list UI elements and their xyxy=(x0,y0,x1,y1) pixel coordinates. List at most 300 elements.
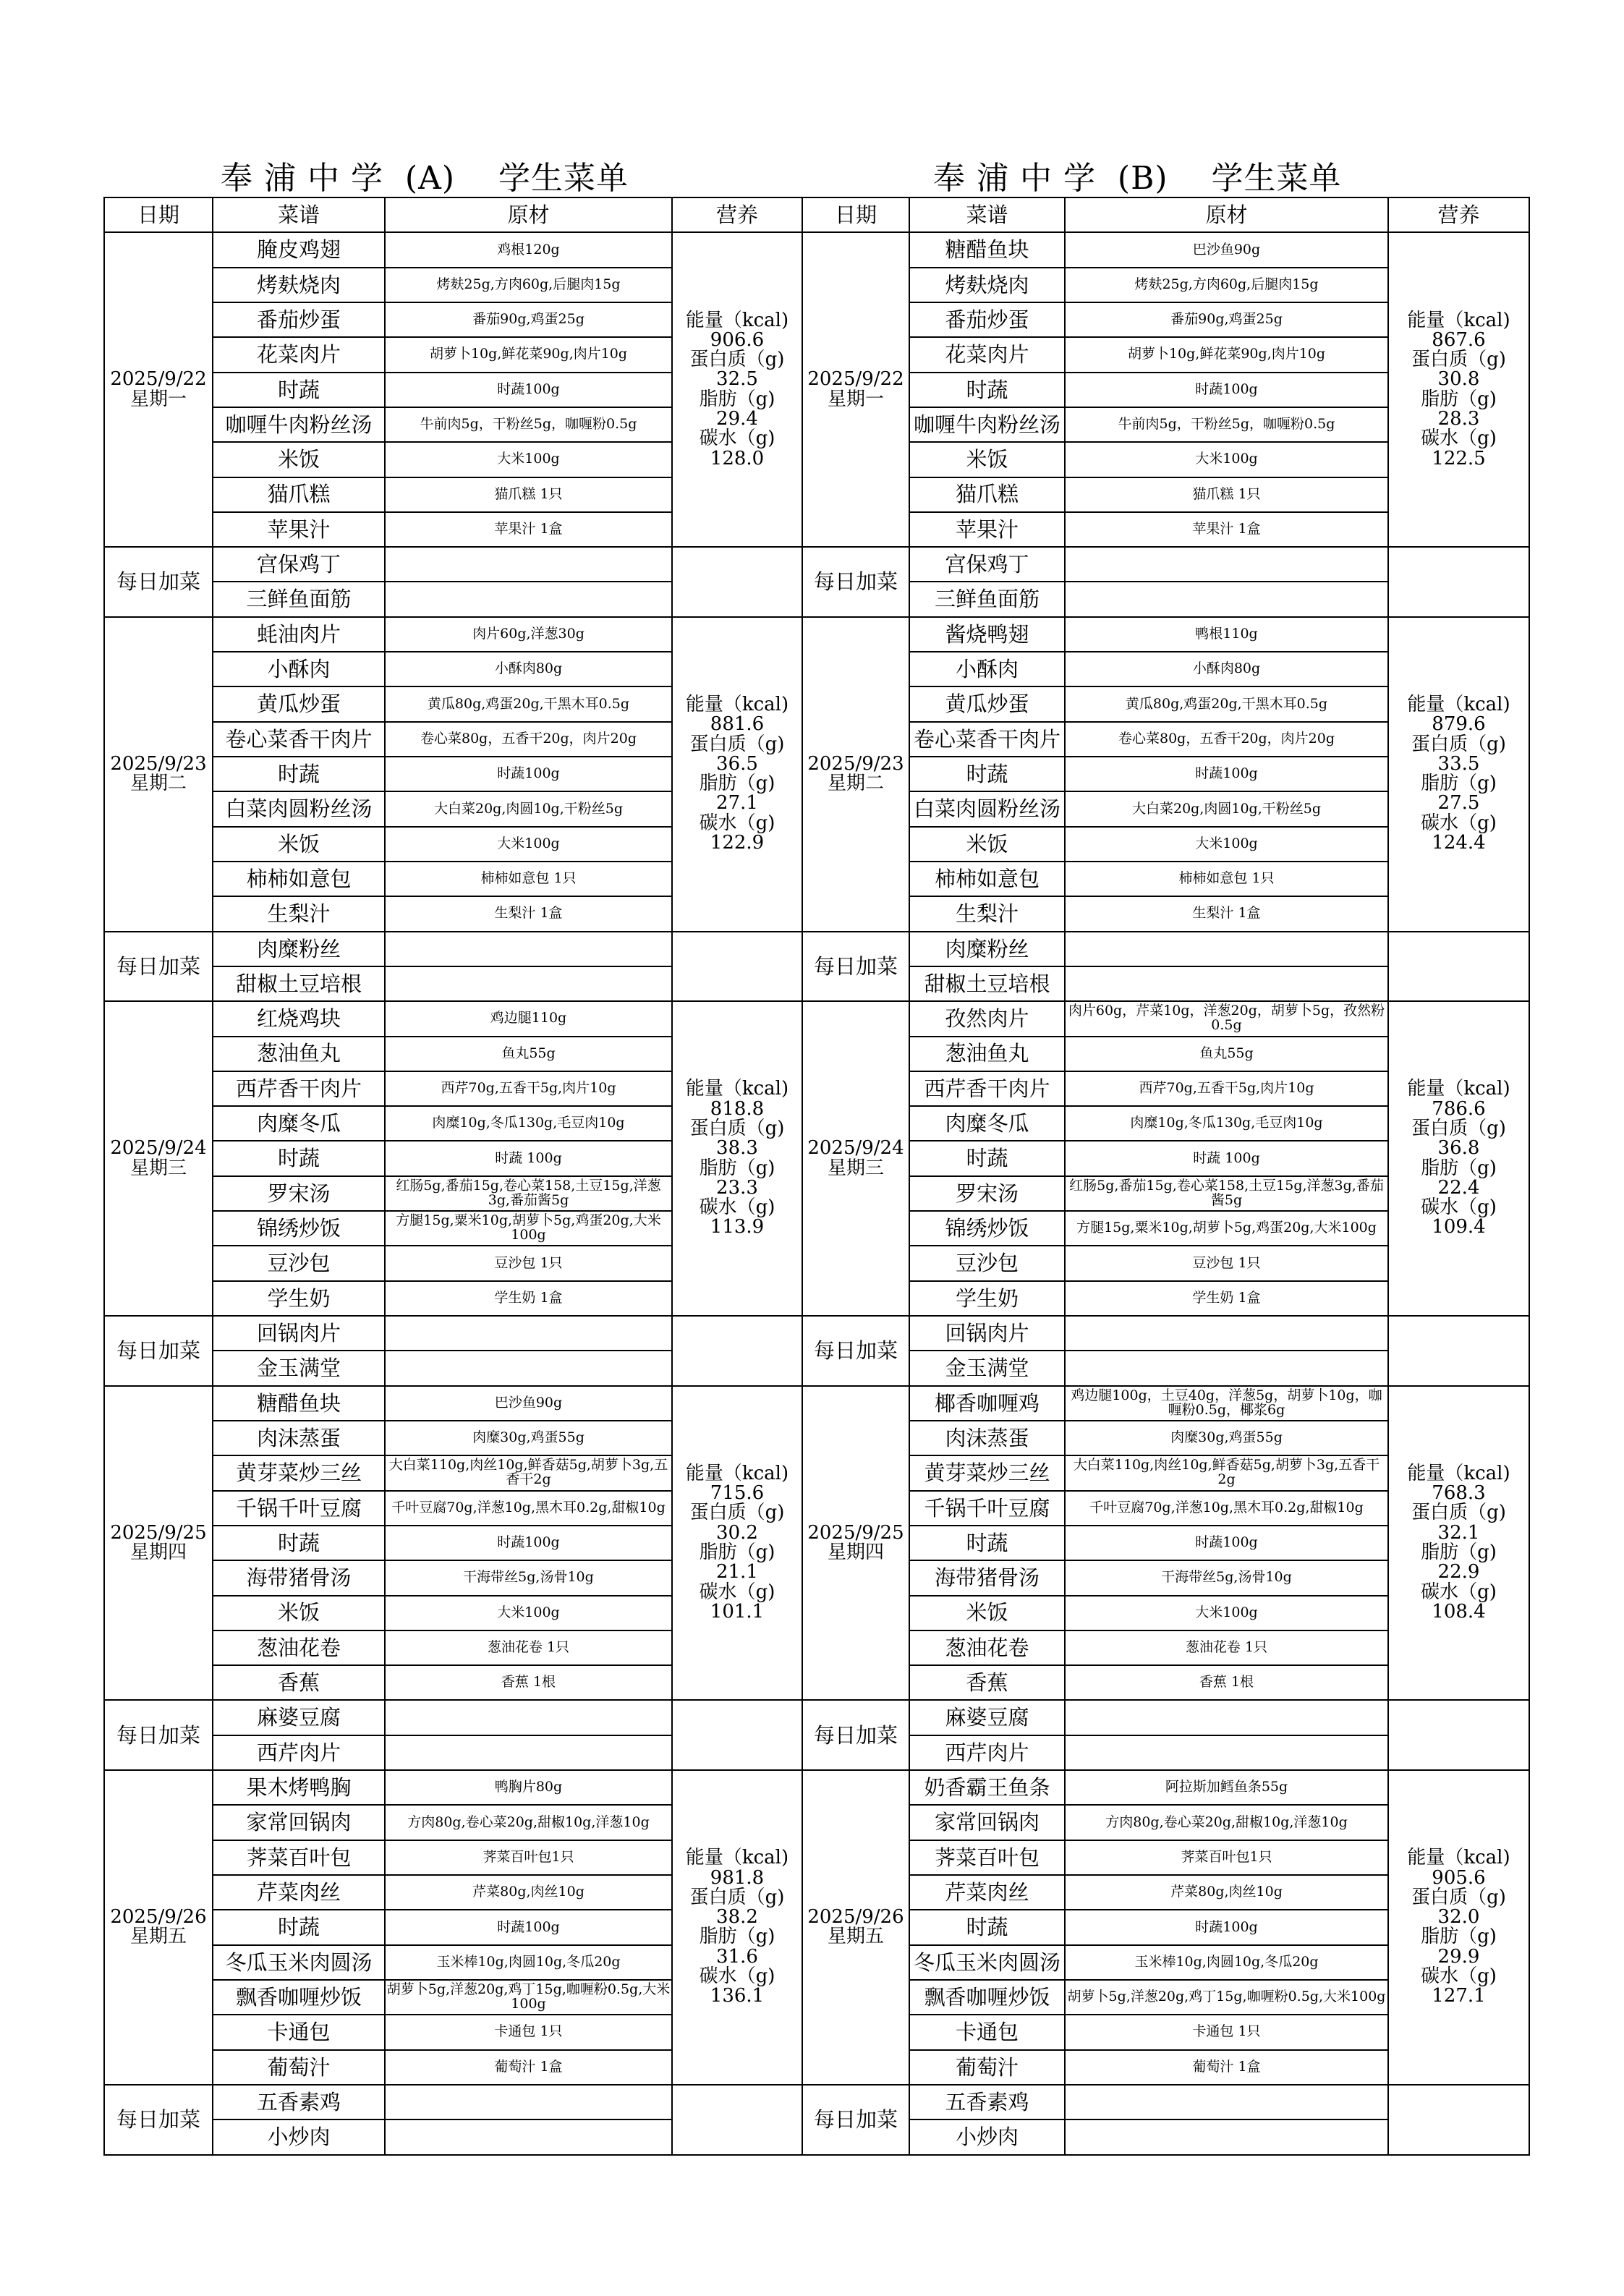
dish-ingredients: 时蔬100g xyxy=(385,373,672,407)
extra-ingredients-empty xyxy=(1065,1351,1388,1385)
extra-ingredients-empty xyxy=(385,1735,672,1770)
extra-nutrition-empty xyxy=(672,2085,802,2155)
extra-dish-name: 甜椒土豆培根 xyxy=(909,966,1065,1001)
dish-ingredients: 鸭胸片80g xyxy=(385,1770,672,1805)
nutrition-label: 碳水（g) xyxy=(699,428,775,450)
nutrition-label: 碳水（g) xyxy=(699,1196,775,1219)
nutrition-value: 23.3 xyxy=(716,1176,758,1199)
extra-nutrition-empty xyxy=(1388,932,1529,1002)
extra-nutrition-empty xyxy=(672,1700,802,1770)
dish-row xyxy=(104,1770,1529,1805)
dish-ingredients: 生梨汁 1盒 xyxy=(385,896,672,931)
dish-row xyxy=(104,617,1529,652)
nutrition-value: 101.1 xyxy=(710,1600,765,1623)
nutrition-cell-b xyxy=(1388,1770,1529,2085)
dish-ingredients: 柿柿如意包 1只 xyxy=(385,862,672,896)
dish-ingredients: 鸡根120g xyxy=(385,232,672,267)
dish-name: 时蔬 xyxy=(213,757,385,791)
date-text: 2025/9/26 xyxy=(807,1906,904,1929)
nutrition-label: 脂肪（g) xyxy=(699,1157,775,1179)
extra-dish-name: 金玉满堂 xyxy=(909,1351,1065,1385)
dish-ingredients: 时蔬100g xyxy=(385,1910,672,1944)
menu-title-a: 奉 浦 中 学 (A) 学生菜单 xyxy=(221,160,629,197)
date-cell-a xyxy=(104,1001,213,1316)
extra-nutrition-empty xyxy=(672,932,802,1002)
date-text: 2025/9/24 xyxy=(807,1137,904,1160)
dish-name: 时蔬 xyxy=(213,1141,385,1175)
date-text: 2025/9/24 xyxy=(110,1137,207,1160)
dish-ingredients: 鱼丸55g xyxy=(1065,1037,1388,1071)
extra-ingredients-empty xyxy=(1065,932,1388,966)
extra-ingredients-empty xyxy=(1065,547,1388,582)
nutrition-label: 能量（kcal) xyxy=(1407,1462,1510,1484)
header-dish-a: 菜谱 xyxy=(213,197,385,232)
dish-name: 番茄炒蛋 xyxy=(909,302,1065,337)
dish-ingredients: 胡萝卜10g,鲜花菜90g,肉片10g xyxy=(1065,337,1388,372)
nutrition-label: 蛋白质（g) xyxy=(689,1118,785,1139)
extra-ingredients-empty xyxy=(385,547,672,582)
dish-name: 黄芽菜炒三丝 xyxy=(909,1455,1065,1490)
dish-name: 飘香咖喱炒饭 xyxy=(909,1980,1065,2015)
extra-row xyxy=(104,2085,1529,2119)
dish-name: 时蔬 xyxy=(909,1141,1065,1175)
nutrition-label: 能量（kcal) xyxy=(1407,1078,1510,1100)
header-dish-b: 菜谱 xyxy=(909,197,1065,232)
dish-name: 芹菜肉丝 xyxy=(213,1875,385,1910)
extra-label-a: 每日加菜 xyxy=(104,547,213,617)
extra-dish-name: 五香素鸡 xyxy=(213,2085,385,2119)
extra-label-b: 每日加菜 xyxy=(802,1700,909,1770)
dish-ingredients: 肉糜30g,鸡蛋55g xyxy=(1065,1421,1388,1455)
nutrition-value: 32.0 xyxy=(1437,1906,1480,1929)
date-cell-a xyxy=(104,617,213,932)
nutrition-label: 蛋白质（g) xyxy=(689,1886,785,1908)
dish-name: 锦绣炒饭 xyxy=(213,1211,385,1246)
weekday-text: 星期二 xyxy=(827,773,884,795)
nutrition-value: 22.4 xyxy=(1437,1176,1480,1199)
dish-ingredients: 猫爪糕 1只 xyxy=(1065,477,1388,512)
dish-ingredients: 方腿15g,粟米10g,胡萝卜5g,鸡蛋20g,大米100g xyxy=(385,1211,672,1246)
dish-name: 海带猪骨汤 xyxy=(213,1560,385,1595)
nutrition-label: 蛋白质（g) xyxy=(1411,1118,1506,1139)
dish-ingredients: 时蔬100g xyxy=(1065,1526,1388,1560)
nutrition-value: 715.6 xyxy=(710,1482,765,1505)
extra-dish-name: 西芹肉片 xyxy=(909,1735,1065,1770)
dish-ingredients: 大白菜20g,肉圆10g,干粉丝5g xyxy=(385,791,672,826)
dish-ingredients: 胡萝卜5g,洋葱20g,鸡丁15g,咖喱粉0.5g,大米100g xyxy=(385,1980,672,2015)
dish-ingredients: 方肉80g,卷心菜20g,甜椒10g,洋葱10g xyxy=(1065,1805,1388,1840)
dish-ingredients: 苹果汁 1盒 xyxy=(385,512,672,547)
nutrition-value: 21.1 xyxy=(716,1561,758,1583)
extra-ingredients-empty xyxy=(1065,1316,1388,1351)
extra-label-a: 每日加菜 xyxy=(104,932,213,1002)
dish-ingredients: 千叶豆腐70g,洋葱10g,黑木耳0.2g,甜椒10g xyxy=(1065,1491,1388,1526)
dish-name: 小酥肉 xyxy=(213,652,385,686)
date-cell-b xyxy=(802,1386,909,1701)
header-date-a: 日期 xyxy=(104,197,213,232)
dish-name: 豆沙包 xyxy=(909,1246,1065,1280)
dish-name: 卡通包 xyxy=(213,2015,385,2049)
dish-name: 米饭 xyxy=(909,442,1065,477)
dish-ingredients: 黄瓜80g,鸡蛋20g,干黑木耳0.5g xyxy=(1065,686,1388,721)
nutrition-label: 脂肪（g) xyxy=(1421,1926,1497,1948)
nutrition-label: 蛋白质（g) xyxy=(689,349,785,371)
extra-ingredients-empty xyxy=(385,1700,672,1735)
nutrition-label: 脂肪（g) xyxy=(699,1542,775,1564)
extra-ingredients-empty xyxy=(1065,1735,1388,1770)
dish-name: 黄瓜炒蛋 xyxy=(213,686,385,721)
extra-nutrition-empty xyxy=(672,547,802,617)
extra-dish-name: 金玉满堂 xyxy=(213,1351,385,1385)
nutrition-label: 能量（kcal) xyxy=(685,693,789,715)
dish-ingredients: 肉糜30g,鸡蛋55g xyxy=(385,1421,672,1455)
dish-ingredients: 葱油花卷 1只 xyxy=(385,1630,672,1665)
extra-ingredients-empty xyxy=(1065,966,1388,1001)
dish-ingredients: 大米100g xyxy=(1065,1596,1388,1630)
dish-ingredients: 烤麸25g,方肉60g,后腿肉15g xyxy=(385,268,672,302)
nutrition-cell-a xyxy=(672,232,802,547)
nutrition-value: 122.5 xyxy=(1432,447,1486,469)
header-nutrition-b: 营养 xyxy=(1388,197,1529,232)
dish-name: 生梨汁 xyxy=(909,896,1065,931)
dish-name: 米饭 xyxy=(909,827,1065,862)
dish-name: 冬瓜玉米肉圆汤 xyxy=(909,1945,1065,1980)
extra-ingredients-empty xyxy=(385,2119,672,2155)
nutrition-value: 768.3 xyxy=(1432,1482,1486,1505)
date-cell-a xyxy=(104,232,213,547)
header-row xyxy=(104,197,1529,232)
weekday-text: 星期三 xyxy=(827,1157,884,1179)
dish-name: 柿柿如意包 xyxy=(213,862,385,896)
nutrition-value: 113.9 xyxy=(710,1216,765,1238)
nutrition-value: 108.4 xyxy=(1432,1600,1486,1623)
dish-name: 米饭 xyxy=(213,442,385,477)
dish-name: 苹果汁 xyxy=(213,512,385,547)
dish-ingredients: 荠菜百叶包1只 xyxy=(1065,1840,1388,1875)
dish-ingredients: 葡萄汁 1盒 xyxy=(1065,2050,1388,2085)
dish-ingredients: 番茄90g,鸡蛋25g xyxy=(1065,302,1388,337)
dish-name: 米饭 xyxy=(213,827,385,862)
date-cell-b xyxy=(802,617,909,932)
weekday-text: 星期四 xyxy=(129,1542,187,1564)
dish-name: 肉糜冬瓜 xyxy=(213,1106,385,1141)
extra-dish-name: 麻婆豆腐 xyxy=(909,1700,1065,1735)
dish-name: 小酥肉 xyxy=(909,652,1065,686)
dish-ingredients: 生梨汁 1盒 xyxy=(1065,896,1388,931)
dish-ingredients: 柿柿如意包 1只 xyxy=(1065,862,1388,896)
nutrition-value: 867.6 xyxy=(1432,328,1486,351)
dish-ingredients: 大米100g xyxy=(385,827,672,862)
dish-name: 卡通包 xyxy=(909,2015,1065,2049)
nutrition-value: 981.8 xyxy=(710,1866,765,1889)
nutrition-value: 879.6 xyxy=(1432,713,1486,736)
dish-name: 花菜肉片 xyxy=(909,337,1065,372)
dish-name: 冬瓜玉米肉圆汤 xyxy=(213,1945,385,1980)
dish-name: 时蔬 xyxy=(909,757,1065,791)
dish-name: 咖喱牛肉粉丝汤 xyxy=(213,407,385,442)
dish-ingredients: 时蔬 100g xyxy=(1065,1141,1388,1175)
date-cell-a xyxy=(104,1386,213,1701)
nutrition-label: 碳水（g) xyxy=(1421,812,1497,834)
nutrition-cell-b xyxy=(1388,617,1529,932)
dish-name: 奶香霸王鱼条 xyxy=(909,1770,1065,1805)
dish-name: 米饭 xyxy=(909,1596,1065,1630)
extra-dish-name: 肉糜粉丝 xyxy=(909,932,1065,966)
extra-row xyxy=(104,547,1529,582)
dish-name: 咖喱牛肉粉丝汤 xyxy=(909,407,1065,442)
dish-name: 苹果汁 xyxy=(909,512,1065,547)
extra-nutrition-empty xyxy=(1388,1316,1529,1386)
extra-ingredients-empty xyxy=(1065,582,1388,616)
dish-name: 芹菜肉丝 xyxy=(909,1875,1065,1910)
dish-ingredients: 时蔬100g xyxy=(1065,373,1388,407)
nutrition-cell-a xyxy=(672,1770,802,2085)
nutrition-label: 脂肪（g) xyxy=(699,388,775,410)
nutrition-label: 碳水（g) xyxy=(1421,428,1497,450)
dish-name: 西芹香干肉片 xyxy=(909,1071,1065,1106)
dish-ingredients: 牛前肉5g，干粉丝5g，咖喱粉0.5g xyxy=(385,407,672,442)
dish-name: 肉沫蒸蛋 xyxy=(909,1421,1065,1455)
nutrition-label: 脂肪（g) xyxy=(1421,1157,1497,1179)
extra-ingredients-empty xyxy=(385,966,672,1001)
extra-ingredients-empty xyxy=(1065,2119,1388,2155)
extra-dish-name: 小炒肉 xyxy=(909,2119,1065,2155)
menu-title-b: 奉 浦 中 学 (B) 学生菜单 xyxy=(933,160,1342,197)
nutrition-value: 127.1 xyxy=(1432,1985,1486,2007)
nutrition-value: 27.5 xyxy=(1437,792,1480,815)
nutrition-label: 碳水（g) xyxy=(1421,1196,1497,1219)
extra-dish-name: 西芹肉片 xyxy=(213,1735,385,1770)
nutrition-value: 136.1 xyxy=(710,1985,765,2007)
dish-ingredients: 胡萝卜5g,洋葱20g,鸡丁15g,咖喱粉0.5g,大米100g xyxy=(1065,1980,1388,2015)
nutrition-label: 蛋白质（g) xyxy=(1411,1886,1506,1908)
dish-name: 荠菜百叶包 xyxy=(213,1840,385,1875)
extra-dish-name: 麻婆豆腐 xyxy=(213,1700,385,1735)
date-text: 2025/9/22 xyxy=(110,368,207,391)
dish-ingredients: 时蔬 100g xyxy=(385,1141,672,1175)
nutrition-value: 36.8 xyxy=(1437,1137,1480,1160)
dish-name: 卷心菜香干肉片 xyxy=(213,722,385,757)
extra-ingredients-empty xyxy=(385,1316,672,1351)
extra-dish-name: 肉糜粉丝 xyxy=(213,932,385,966)
date-text: 2025/9/23 xyxy=(110,752,207,775)
dish-name: 果木烤鸭胸 xyxy=(213,1770,385,1805)
dish-ingredients: 小酥肉80g xyxy=(385,652,672,686)
extra-nutrition-empty xyxy=(1388,1700,1529,1770)
dish-name: 葱油鱼丸 xyxy=(909,1037,1065,1071)
menu-table xyxy=(103,197,1530,2156)
dish-name: 罗宋汤 xyxy=(213,1176,385,1211)
header-ingredients-b: 原材 xyxy=(1065,197,1388,232)
date-text: 2025/9/25 xyxy=(807,1521,904,1544)
weekday-text: 星期五 xyxy=(827,1926,884,1948)
nutrition-value: 905.6 xyxy=(1432,1866,1486,1889)
dish-ingredients: 千叶豆腐70g,洋葱10g,黑木耳0.2g,甜椒10g xyxy=(385,1491,672,1526)
date-cell-b xyxy=(802,1001,909,1316)
dish-ingredients: 猫爪糕 1只 xyxy=(385,477,672,512)
nutrition-cell-a xyxy=(672,617,802,932)
extra-label-a: 每日加菜 xyxy=(104,2085,213,2155)
dish-name: 肉沫蒸蛋 xyxy=(213,1421,385,1455)
extra-nutrition-empty xyxy=(672,1316,802,1386)
dish-ingredients: 豆沙包 1只 xyxy=(1065,1246,1388,1280)
dish-name: 学生奶 xyxy=(909,1281,1065,1316)
dish-ingredients: 方肉80g,卷心菜20g,甜椒10g,洋葱10g xyxy=(385,1805,672,1840)
nutrition-value: 128.0 xyxy=(710,447,765,469)
dish-ingredients: 大白菜110g,肉丝10g,鲜香菇5g,胡萝卜3g,五香干2g xyxy=(385,1455,672,1490)
dish-ingredients: 大白菜20g,肉圆10g,干粉丝5g xyxy=(1065,791,1388,826)
header-ingredients-a: 原材 xyxy=(385,197,672,232)
dish-ingredients: 巴沙鱼90g xyxy=(1065,232,1388,267)
extra-row xyxy=(104,932,1529,966)
dish-ingredients: 豆沙包 1只 xyxy=(385,1246,672,1280)
dish-name: 飘香咖喱炒饭 xyxy=(213,1980,385,2015)
weekday-text: 星期一 xyxy=(129,388,187,410)
dish-ingredients: 大米100g xyxy=(1065,827,1388,862)
dish-ingredients: 学生奶 1盒 xyxy=(385,1281,672,1316)
dish-name: 时蔬 xyxy=(909,373,1065,407)
nutrition-value: 818.8 xyxy=(710,1097,765,1120)
header-date-b: 日期 xyxy=(802,197,909,232)
nutrition-value: 29.9 xyxy=(1437,1945,1480,1968)
nutrition-value: 32.5 xyxy=(716,368,758,391)
dish-name: 柿柿如意包 xyxy=(909,862,1065,896)
extra-nutrition-empty xyxy=(1388,2085,1529,2155)
dish-name: 时蔬 xyxy=(909,1526,1065,1560)
dish-name: 罗宋汤 xyxy=(909,1176,1065,1211)
extra-dish-name: 宫保鸡丁 xyxy=(909,547,1065,582)
nutrition-value: 29.4 xyxy=(716,408,758,430)
weekday-text: 星期一 xyxy=(827,388,884,410)
dish-name: 香蕉 xyxy=(909,1665,1065,1700)
dish-name: 米饭 xyxy=(213,1596,385,1630)
dish-ingredients: 大米100g xyxy=(1065,442,1388,477)
dish-ingredients: 红肠5g,番茄15g,卷心菜158,土豆15g,洋葱3g,番茄酱5g xyxy=(385,1176,672,1211)
dish-name: 烤麸烧肉 xyxy=(909,268,1065,302)
dish-ingredients: 玉米棒10g,肉圆10g,冬瓜20g xyxy=(1065,1945,1388,1980)
extra-ingredients-empty xyxy=(385,582,672,616)
nutrition-label: 蛋白质（g) xyxy=(689,733,785,755)
nutrition-label: 脂肪（g) xyxy=(699,1926,775,1948)
dish-name: 糖醋鱼块 xyxy=(213,1386,385,1421)
extra-dish-name: 回锅肉片 xyxy=(213,1316,385,1351)
dish-name: 家常回锅肉 xyxy=(213,1805,385,1840)
dish-row xyxy=(104,1386,1529,1421)
dish-ingredients: 肉片60g，芹菜10g，洋葱20g，胡萝卜5g，孜然粉0.5g xyxy=(1065,1001,1388,1036)
dish-ingredients: 红肠5g,番茄15g,卷心菜158,土豆15g,洋葱3g,番茄酱5g xyxy=(1065,1176,1388,1211)
dish-name: 猫爪糕 xyxy=(909,477,1065,512)
dish-ingredients: 香蕉 1根 xyxy=(1065,1665,1388,1700)
extra-dish-name: 三鲜鱼面筋 xyxy=(213,582,385,616)
dish-name: 糖醋鱼块 xyxy=(909,232,1065,267)
nutrition-label: 能量（kcal) xyxy=(1407,693,1510,715)
dish-name: 家常回锅肉 xyxy=(909,1805,1065,1840)
date-text: 2025/9/23 xyxy=(807,752,904,775)
nutrition-label: 蛋白质（g) xyxy=(1411,349,1506,371)
date-text: 2025/9/26 xyxy=(110,1906,207,1929)
nutrition-value: 30.8 xyxy=(1437,368,1480,391)
nutrition-value: 22.9 xyxy=(1437,1561,1480,1583)
dish-ingredients: 鸡边腿110g xyxy=(385,1001,672,1036)
dish-name: 烤麸烧肉 xyxy=(213,268,385,302)
dish-ingredients: 卷心菜80g，五香干20g，肉片20g xyxy=(385,722,672,757)
dish-ingredients: 胡萝卜10g,鲜花菜90g,肉片10g xyxy=(385,337,672,372)
nutrition-label: 能量（kcal) xyxy=(685,309,789,331)
nutrition-cell-a xyxy=(672,1001,802,1316)
extra-label-b: 每日加菜 xyxy=(802,2085,909,2155)
dish-row xyxy=(104,232,1529,267)
extra-dish-name: 小炒肉 xyxy=(213,2119,385,2155)
dish-ingredients: 番茄90g,鸡蛋25g xyxy=(385,302,672,337)
dish-ingredients: 时蔬100g xyxy=(385,1526,672,1560)
dish-ingredients: 香蕉 1根 xyxy=(385,1665,672,1700)
nutrition-value: 27.1 xyxy=(716,792,758,815)
weekday-text: 星期四 xyxy=(827,1542,884,1564)
dish-name: 肉糜冬瓜 xyxy=(909,1106,1065,1141)
nutrition-value: 28.3 xyxy=(1437,408,1480,430)
dish-ingredients: 鸭根110g xyxy=(1065,617,1388,652)
dish-name: 葡萄汁 xyxy=(909,2050,1065,2085)
dish-name: 红烧鸡块 xyxy=(213,1001,385,1036)
nutrition-value: 33.5 xyxy=(1437,752,1480,775)
dish-name: 葱油花卷 xyxy=(909,1630,1065,1665)
dish-ingredients: 方腿15g,粟米10g,胡萝卜5g,鸡蛋20g,大米100g xyxy=(1065,1211,1388,1246)
dish-row xyxy=(104,1001,1529,1036)
extra-label-b: 每日加菜 xyxy=(802,932,909,1002)
nutrition-value: 30.2 xyxy=(716,1521,758,1544)
extra-dish-name: 甜椒土豆培根 xyxy=(213,966,385,1001)
nutrition-value: 124.4 xyxy=(1432,832,1486,854)
extra-row xyxy=(104,1700,1529,1735)
dish-ingredients: 时蔬100g xyxy=(1065,1910,1388,1944)
dish-name: 葡萄汁 xyxy=(213,2050,385,2085)
nutrition-value: 36.5 xyxy=(716,752,758,775)
nutrition-value: 38.2 xyxy=(716,1906,758,1929)
dish-ingredients: 荠菜百叶包1只 xyxy=(385,1840,672,1875)
weekday-text: 星期二 xyxy=(129,773,187,795)
dish-name: 豆沙包 xyxy=(213,1246,385,1280)
date-cell-b xyxy=(802,1770,909,2085)
date-cell-b xyxy=(802,232,909,547)
nutrition-label: 蛋白质（g) xyxy=(689,1502,785,1524)
extra-label-a: 每日加菜 xyxy=(104,1700,213,1770)
extra-ingredients-empty xyxy=(1065,1700,1388,1735)
nutrition-label: 脂肪（g) xyxy=(1421,773,1497,795)
nutrition-value: 38.3 xyxy=(716,1137,758,1160)
dish-ingredients: 葡萄汁 1盒 xyxy=(385,2050,672,2085)
nutrition-label: 能量（kcal) xyxy=(685,1847,789,1869)
dish-ingredients: 大白菜110g,肉丝10g,鲜香菇5g,胡萝卜3g,五香干2g xyxy=(1065,1455,1388,1490)
extra-nutrition-empty xyxy=(1388,547,1529,617)
dish-name: 孜然肉片 xyxy=(909,1001,1065,1036)
nutrition-label: 能量（kcal) xyxy=(1407,1847,1510,1869)
dish-ingredients: 巴沙鱼90g xyxy=(385,1386,672,1421)
dish-name: 时蔬 xyxy=(909,1910,1065,1944)
dish-name: 腌皮鸡翅 xyxy=(213,232,385,267)
dish-ingredients: 学生奶 1盒 xyxy=(1065,1281,1388,1316)
dish-name: 生梨汁 xyxy=(213,896,385,931)
dish-name: 千锅千叶豆腐 xyxy=(213,1491,385,1526)
dish-name: 海带猪骨汤 xyxy=(909,1560,1065,1595)
extra-dish-name: 回锅肉片 xyxy=(909,1316,1065,1351)
nutrition-value: 122.9 xyxy=(710,832,765,854)
dish-ingredients: 烤麸25g,方肉60g,后腿肉15g xyxy=(1065,268,1388,302)
dish-ingredients: 卷心菜80g，五香干20g，肉片20g xyxy=(1065,722,1388,757)
nutrition-value: 881.6 xyxy=(710,713,765,736)
dish-ingredients: 鱼丸55g xyxy=(385,1037,672,1071)
dish-ingredients: 葱油花卷 1只 xyxy=(1065,1630,1388,1665)
nutrition-value: 109.4 xyxy=(1432,1216,1486,1238)
